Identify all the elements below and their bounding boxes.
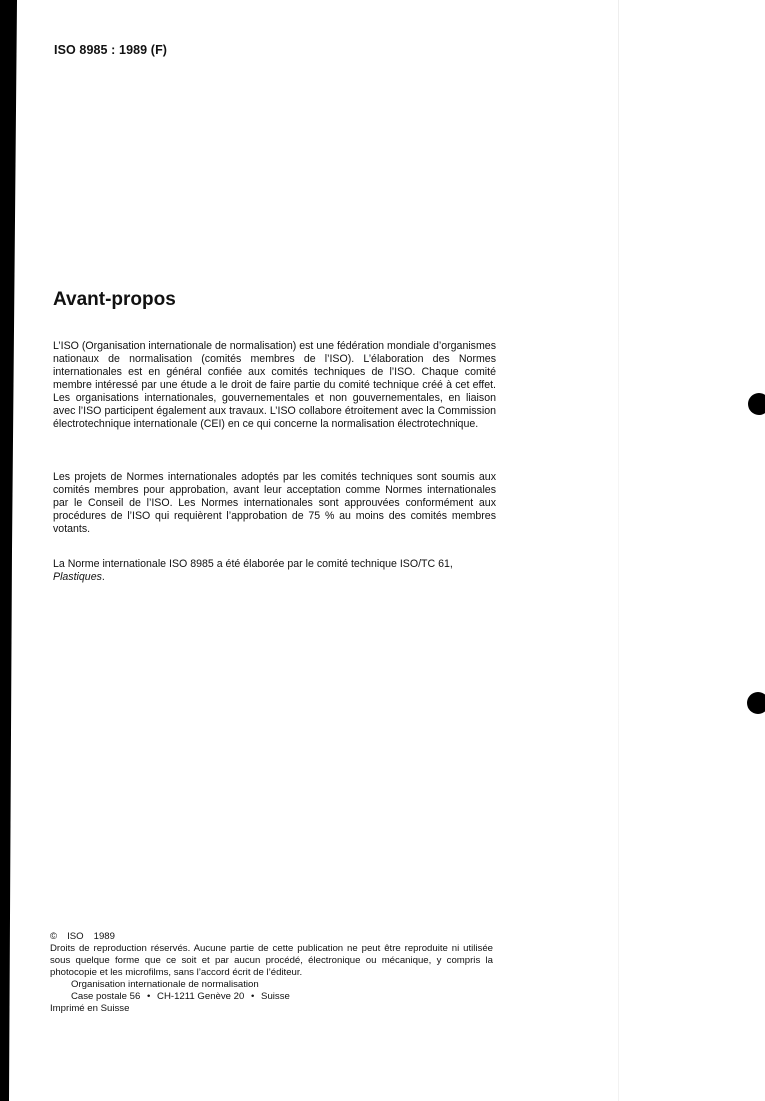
copyright-year: 1989: [93, 931, 115, 942]
committee-text: La Norme internationale ISO 8985 a été élaborée par le comité technique ISO/TC 61,: [53, 558, 453, 570]
copyright-footer: [50, 931, 493, 1015]
copyright-icon: ©: [50, 931, 58, 942]
rights-notice: Droits de reproduction réservés. Aucune partie de cette publication ne peut être reproduite ni utilisée sous quelque forme que ce soit et par aucun procédé, électronique ou mécanique, y compris la photocopie et les microfilms, sans l’accord écrit de l’éditeur.: [50, 943, 493, 978]
paragraph-technical-committee: [53, 558, 496, 584]
org-name: Organisation internationale de normalisation: [71, 979, 259, 990]
section-title: Avant-propos: [53, 289, 176, 310]
address-country: Suisse: [261, 991, 290, 1002]
bullet-icon: •: [251, 991, 255, 1002]
paragraph-approval-process: Les projets de Normes internationales adoptés par les comités techniques sont soumis aux comités membres pour approbation, avant leur acceptation comme Normes internationales par le Conseil de l’ISO. Les Normes internationales sont approuvées conformément aux procédures de l’ISO qui requièrent l’approbation de 75 % au moins des comités membres votants.: [53, 471, 496, 535]
copyright-line: [50, 931, 493, 943]
document-header: ISO 8985 : 1989 (F): [54, 43, 168, 57]
committee-title: Plastiques: [53, 571, 102, 583]
copyright-org: ISO: [67, 931, 84, 942]
bullet-icon: •: [147, 991, 151, 1002]
committee-period: .: [101, 571, 105, 583]
address-postbox: Case postale 56: [71, 991, 141, 1002]
scan-fold-line: [618, 0, 619, 1101]
scan-binding-edge: [0, 0, 18, 1101]
address-city: CH-1211 Genève 20: [157, 991, 245, 1002]
punch-hole: [748, 393, 765, 415]
punch-hole: [747, 692, 765, 714]
printed-in: Imprimé en Suisse: [50, 1003, 130, 1014]
org-address: [50, 991, 493, 1003]
paragraph-iso-overview: L’ISO (Organisation internationale de normalisation) est une fédération mondiale d’organismes nationaux de normalisation (comités membres de l’ISO). L’élaboration des Normes internationales est en général confiée aux comités techniques de l’ISO. Chaque comité membre intéressé par une étude a le droit de faire partie du comité technique créé à cet effet. Les organisations internationales, gouvernementales et non gouvernementales, en liaison avec l’ISO participent également aux travaux. L’ISO collabore étroitement avec la Commission électrotechnique internationale (CEI) en ce qui concerne la normalisation électrotechnique.: [53, 340, 496, 430]
